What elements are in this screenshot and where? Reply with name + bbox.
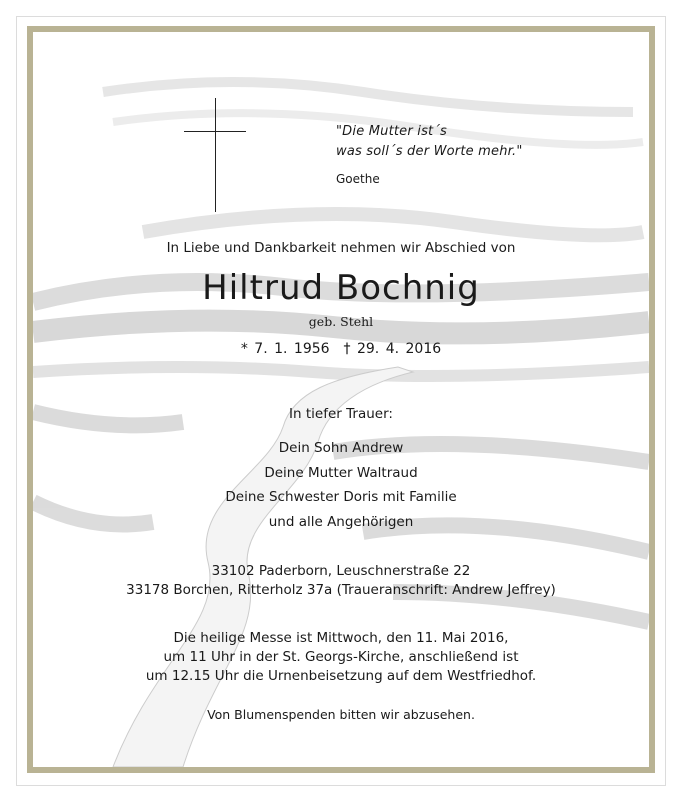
goethe-quote: "Die Mutter ist´s was soll´s der Worte mehr." (336, 124, 523, 159)
relative-item: Dein Sohn Andrew (278, 440, 404, 456)
address-block (33, 562, 649, 600)
relative-item: Deine Mutter Waltraud (264, 464, 418, 481)
death-date: † 29. 4. 2016 (343, 341, 442, 357)
cross-icon-bar (184, 131, 246, 132)
deceased-name: Hiltrud Bochnig (202, 268, 480, 308)
mourning-heading: In tiefer Trauer: (289, 406, 393, 422)
mass-line: Die heilige Messe ist Mittwoch, den 11. Mai 2016, (173, 630, 509, 646)
obituary-frame (27, 26, 655, 773)
flowers-note: Von Blumenspenden bitten wir abzusehen. (207, 707, 475, 722)
birth-date: * 7. 1. 1956 (240, 341, 330, 357)
intro-text: In Liebe und Dankbarkeit nehmen wir Abschied von (166, 240, 516, 256)
funeral-mass-info (33, 629, 649, 686)
relative-item: und alle Angehörigen (268, 513, 414, 530)
relatives-list (33, 436, 649, 534)
maiden-name: geb. Stehl (308, 314, 374, 329)
address-line: 33102 Paderborn, Leuschnerstraße 22 (211, 563, 471, 579)
mass-line: um 11 Uhr in der St. Georgs-Kirche, anschließend ist (163, 649, 519, 665)
cross-icon (215, 98, 216, 212)
mass-line: um 12.15 Uhr die Urnenbeisetzung auf dem Westfriedhof. (145, 668, 537, 684)
address-line: 33178 Borchen, Ritterholz 37a (Traueranschrift: Andrew Jeffrey) (126, 582, 556, 598)
life-dates (33, 341, 649, 357)
quote-author: Goethe (336, 172, 380, 186)
relative-item: Deine Schwester Doris mit Familie (225, 489, 457, 505)
